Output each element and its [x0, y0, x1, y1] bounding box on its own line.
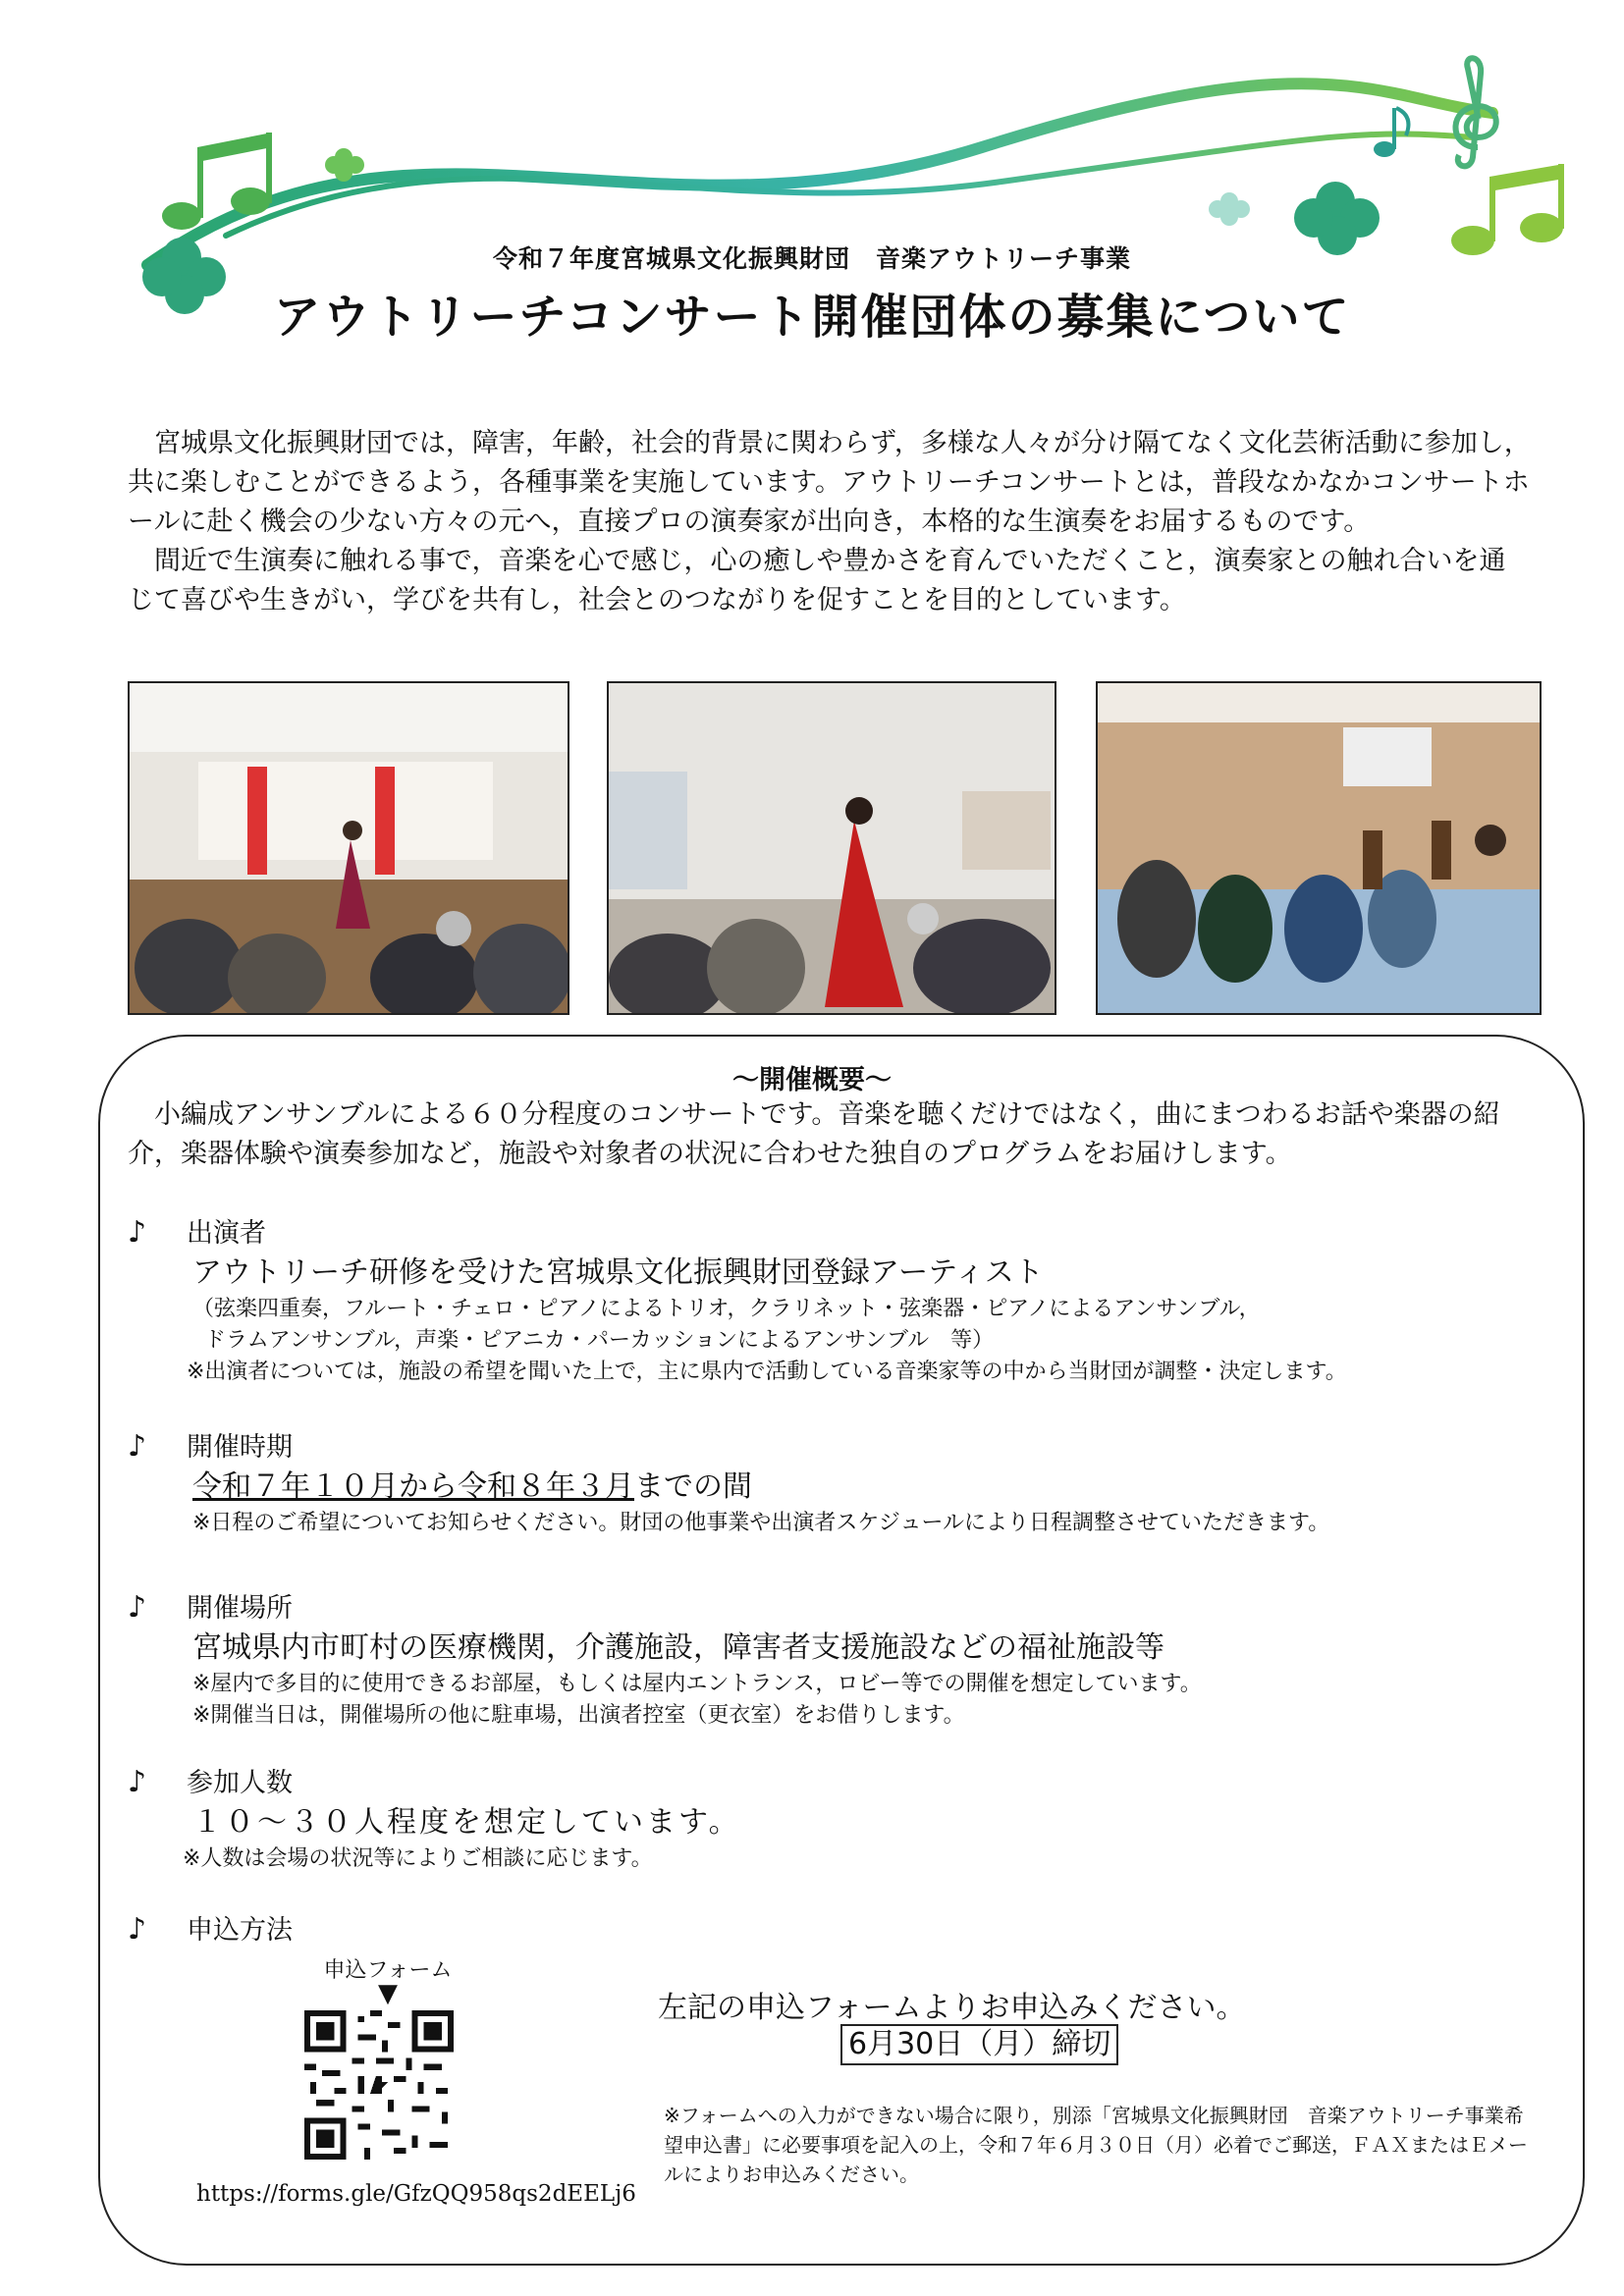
period-from: 令和７年１０月から [192, 1469, 458, 1504]
form-url[interactable]: https://forms.gle/GfzQQ958qs2dEELj6 [196, 2181, 636, 2207]
music-note-icon: ♪ [128, 1912, 147, 1947]
music-header-decoration [0, 0, 1624, 324]
concert-photo-2 [607, 681, 1056, 1015]
page-title: アウトリーチコンサート開催団体の募集について [273, 290, 1351, 345]
venue-note-1: ※屋内で多目的に使用できるお部屋，もしくは屋内エントランス，ロビー等での開催を想定しています。 [192, 1672, 1202, 1696]
apply-instruction: 左記の申込フォームよりお申込みください。 [658, 1991, 1246, 2025]
section-participants [128, 1763, 1542, 1875]
participants-main: １０～３０人程度を想定しています。 [192, 1805, 741, 1840]
performers-detail-1: （弦楽四重奏，フルート・チェロ・ピアノによるトリオ，クラリネット・弦楽器・ピアノによるアンサンブル， [192, 1297, 1261, 1321]
performers-heading: 出演者 [187, 1218, 266, 1249]
intro-text [128, 424, 1532, 620]
treble-clef-icon [1456, 58, 1496, 166]
venue-heading: 開催場所 [187, 1593, 293, 1624]
music-note-icon: ♪ [128, 1215, 147, 1250]
form-label: 申込フォーム [323, 1958, 453, 1983]
page-subtitle: 令和７年度宮城県文化振興財団 音楽アウトリーチ事業 [492, 244, 1131, 273]
period-main [128, 1467, 1542, 1508]
venue-main: 宮城県内市町村の医療機関，介護施設，障害者支援施設などの福祉施設等 [192, 1630, 1164, 1665]
participants-heading: 参加人数 [187, 1768, 293, 1798]
deadline-box: 6月30日（月）締切 [840, 2024, 1118, 2065]
overview-paragraph: 小編成アンサンブルによる６０分程度のコンサートです。音楽を聴くだけではなく，曲にまつわるお話や楽器の紹介，楽器体験や演奏参加など，施設や対象者の状況に合わせた独自のプログラムをお届けします。 [128, 1099, 1500, 1169]
overview-title: ～開催概要～ [732, 1065, 892, 1095]
intro-paragraph-2: 間近で生演奏に触れる事で，音楽を心で感じ，心の癒しや豊かさを育んでいただくこと，演奏家との触れ合いを通じて喜びや生きがい，学びを共有し，社会とのつながりを促すことを目的としています。 [128, 546, 1506, 615]
down-arrow-icon: ▼ [378, 1979, 398, 2008]
period-to: 令和８年３月 [458, 1469, 634, 1504]
period-note: ※日程のご希望についてお知らせください。財団の他事業や出演者スケジュールにより日程調整させていただきます。 [192, 1511, 1330, 1535]
music-note-icon [162, 133, 272, 230]
period-heading: 開催時期 [187, 1432, 293, 1463]
performers-detail-2: ドラムアンサンブル，声楽・ピアニカ・パーカッションによるアンサンブル 等） [204, 1328, 995, 1353]
overview-text [128, 1095, 1542, 1174]
venue-note-2: ※開催当日は，開催場所の他に駐車場，出演者控室（更衣室）をお借りします。 [192, 1703, 965, 1728]
section-apply [128, 1910, 1542, 1949]
period-suffix: までの間 [634, 1469, 752, 1504]
apply-note: ※フォームへの入力ができない場合に限り，別添「宮城県文化振興財団 音楽アウトリーチ事業希望申込書」に必要事項を記入の上，令和７年６月３０日（月）必着でご郵送，ＦＡＸまたはＥメールによりお申込みください。 [664, 2104, 1528, 2186]
section-period [128, 1427, 1542, 1539]
concert-photo-1 [128, 681, 569, 1015]
qr-code[interactable] [304, 2010, 454, 2160]
apply-heading: 申込方法 [187, 1915, 293, 1946]
section-performers [128, 1213, 1542, 1388]
music-note-icon: ♪ [128, 1765, 147, 1799]
concert-photo-3 [1096, 681, 1542, 1015]
intro-paragraph-1: 宮城県文化振興財団では，障害，年齢，社会的背景に関わらず，多様な人々が分け隔てなく文化芸術活動に参加し，共に楽しむことができるよう，各種事業を実施しています。アウトリーチコンサートとは，普段なかなかコンサートホールに赴く機会の少ない方々の元へ，直接プロの演奏家が出向き，本格的な生演奏をお届するものです。 [128, 428, 1531, 537]
music-note-icon: ♪ [128, 1429, 147, 1464]
performers-main: アウトリーチ研修を受けた宮城県文化振興財団登録アーティスト [192, 1255, 1044, 1290]
performers-note: ※出演者については，施設の希望を聞いた上で，主に県内で活動している音楽家等の中から当財団が調整・決定します。 [187, 1360, 1347, 1384]
clover-small-icon [1209, 192, 1250, 226]
participants-note: ※人数は会場の状況等によりご相談に応じます。 [183, 1846, 653, 1871]
section-venue [128, 1588, 1542, 1732]
music-note-icon: ♪ [128, 1590, 147, 1625]
